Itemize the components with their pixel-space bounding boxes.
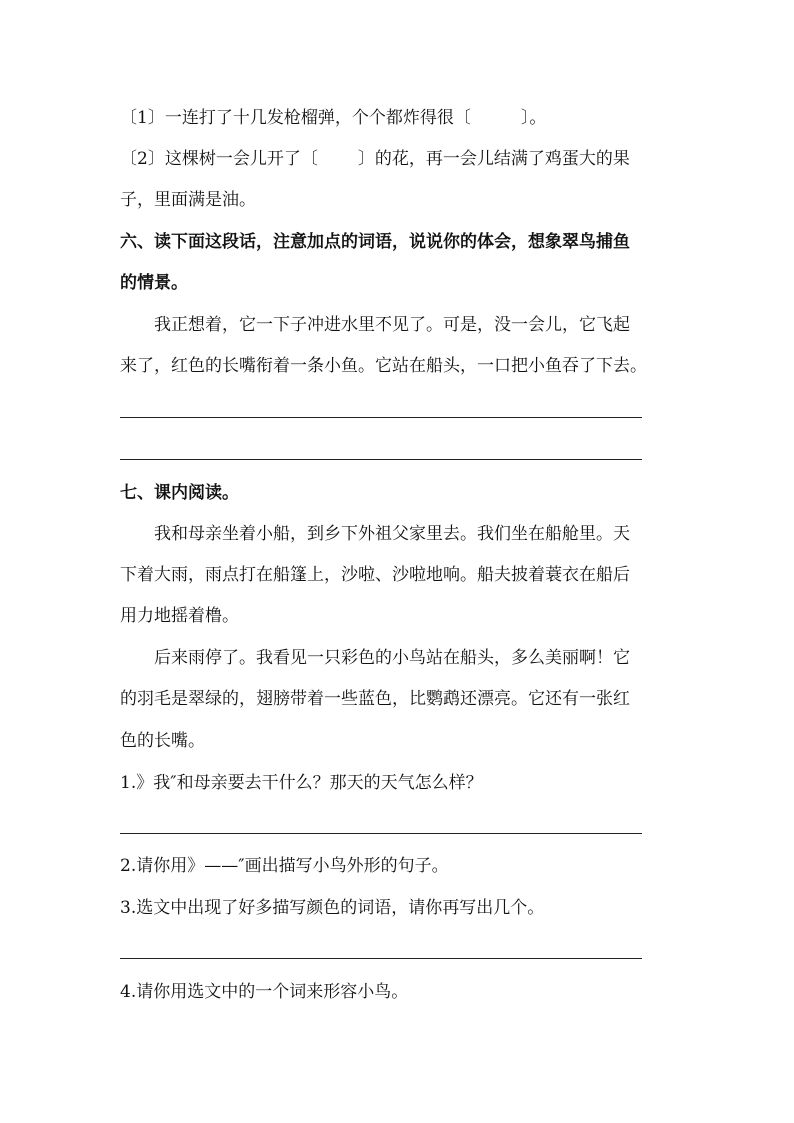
q6-paragraph-line-1: 我正想着，它一下子冲进水里不见了。可是，没一会儿，它飞起 xyxy=(154,315,630,335)
q7-question-2: 2.请你用》——″画出描写小鸟外形的句子。 xyxy=(120,856,449,876)
q6-heading-line-2: 的情景。 xyxy=(120,273,188,293)
q7-passage-2-line-3: 色的长嘴。 xyxy=(120,731,205,751)
q7-question-1: 1.》我″和母亲要去干什么？那天的天气怎么样？ xyxy=(120,773,483,793)
q7-passage-2-line-2: 的羽毛是翠绿的，翅膀带着一些蓝色，比鹦鹉还漂亮。它还有一张红 xyxy=(120,689,630,709)
q5-item-1 xyxy=(120,106,680,130)
q7-passage-1-line-1: 我和母亲坐着小船，到乡下外祖父家里去。我们坐在船舱里。天 xyxy=(154,524,630,544)
q6-answer-line-1[interactable] xyxy=(120,417,642,418)
q7-passage-1-line-2: 下着大雨，雨点打在船篷上，沙啦、沙啦地响。船夫披着蓑衣在船后 xyxy=(120,565,630,585)
q5-item-2-text: 〔2〕这棵树一会儿开了〔 xyxy=(120,149,318,169)
q7-question-4: 4.请你用选文中的一个词来形容小鸟。 xyxy=(120,982,409,1002)
q6-paragraph-line-2: 来了，红色的长嘴衔着一条小鱼。它站在船头，一口把小鱼吞了下去。 xyxy=(120,356,647,376)
q5-item-1-text: 〔1〕一连打了十几发枪榴弹，个个都炸得很〔 xyxy=(120,108,471,128)
q5-item-2-continued: 子，里面满是油。 xyxy=(120,190,256,210)
q7-question-1-answer-line[interactable] xyxy=(120,833,642,834)
q5-item-1-end: 〕。 xyxy=(520,108,547,128)
q5-item-2-end: 〕的花，再一会儿结满了鸡蛋大的果 xyxy=(357,149,630,169)
q5-item-2 xyxy=(120,147,680,171)
q7-question-3-answer-line[interactable] xyxy=(120,958,642,959)
q6-heading-line-1: 六、读下面这段话，注意加点的词语，说说你的体会，想象翠鸟捕鱼 xyxy=(120,232,630,252)
q7-passage-2-line-1: 后来雨停了。我看见一只彩色的小鸟站在船头，多么美丽啊！它 xyxy=(154,648,630,668)
q6-answer-line-2[interactable] xyxy=(120,459,642,460)
q7-passage-1-line-3: 用力地摇着橹。 xyxy=(120,606,239,626)
q7-heading: 七、课内阅读。 xyxy=(120,483,239,503)
q7-question-3: 3.选文中出现了好多描写颜色的词语，请你再写出几个。 xyxy=(120,898,545,918)
